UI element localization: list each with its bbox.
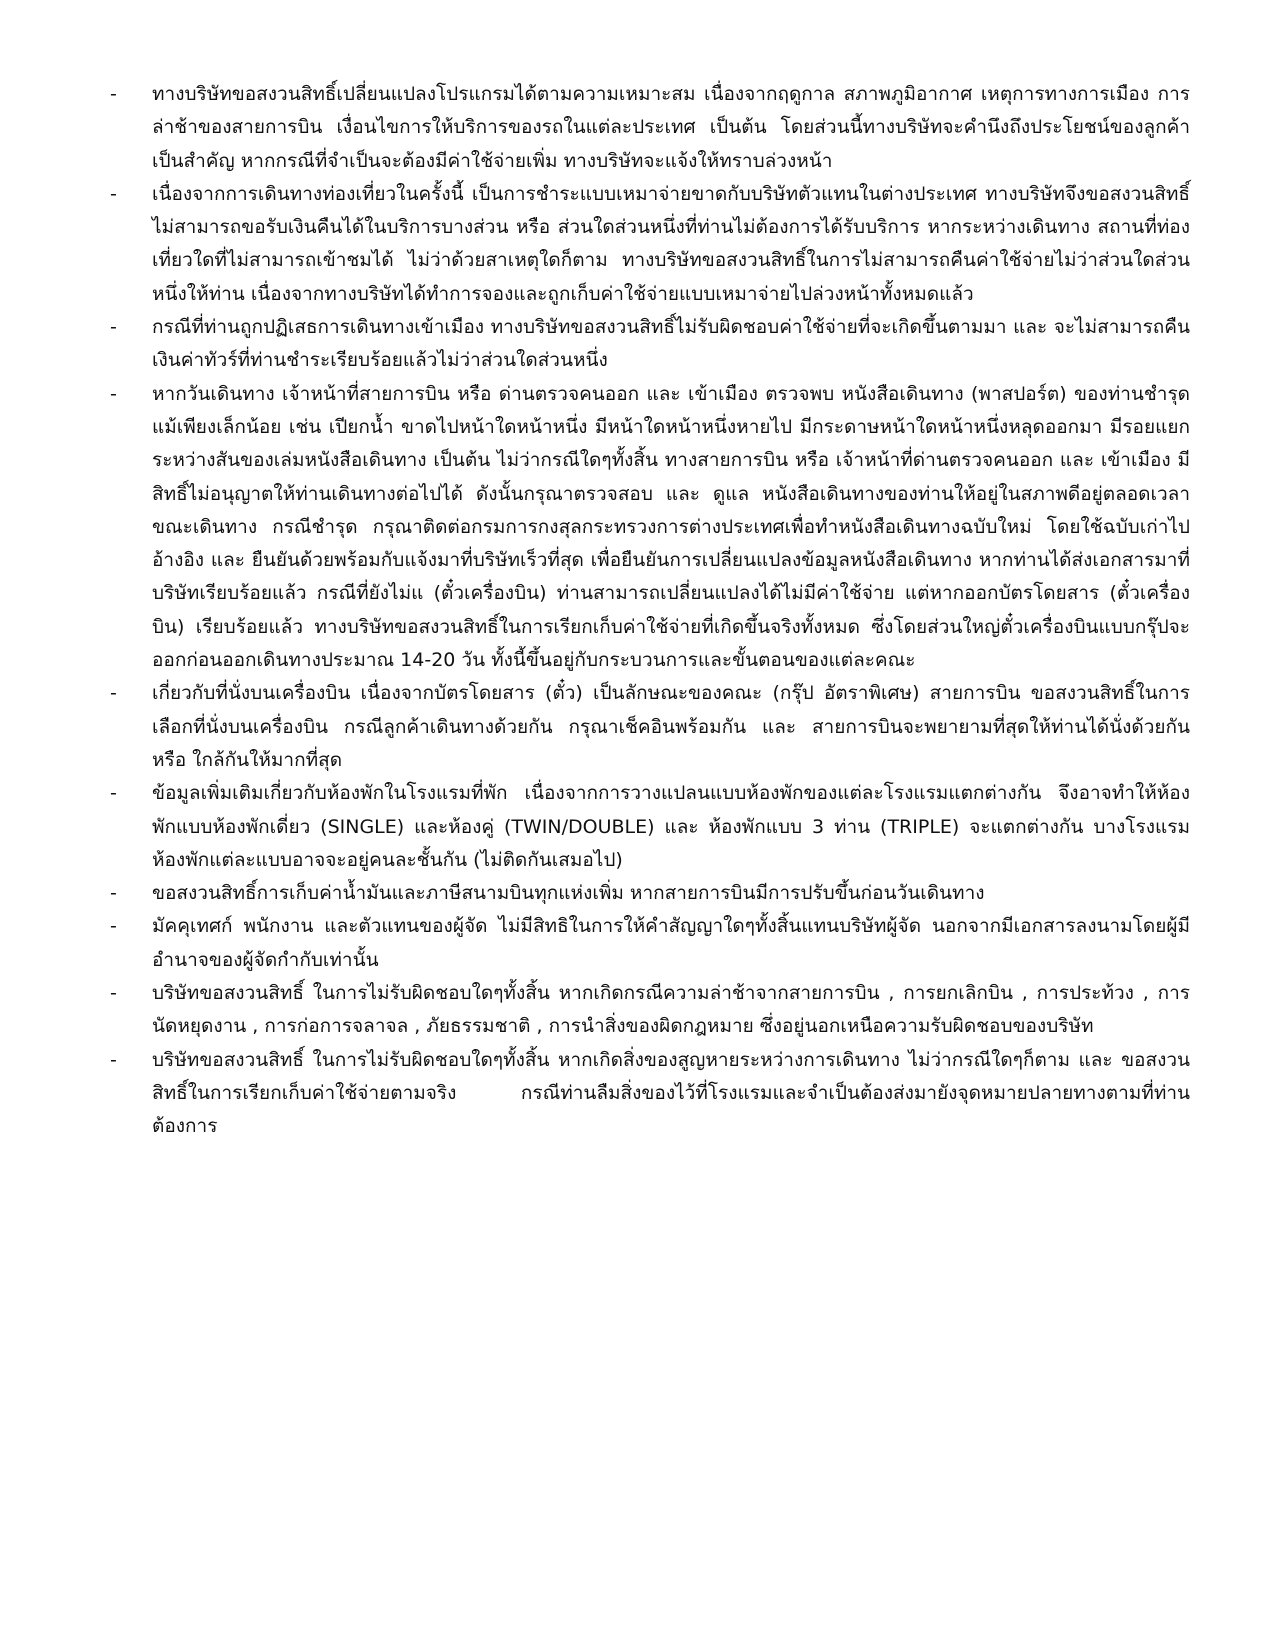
bullet-dash: - (110, 316, 117, 339)
bullet-dash: - (110, 915, 117, 938)
list-item (110, 910, 1190, 977)
item-text: บริษัทขอสงวนสิทธิ์ ในการไม่รับผิดชอบใดๆทั้งสิ้น หากเกิดกรณีความล่าช้าจากสายการบิน , การยกเลิกบิน , การประท้วง , การนัดหยุดงาน , การก่อการจลาจล , ภัยธรรมชาติ , การนำสิ่งของผิดกฎหมาย ซึ่งอยู่นอกเหนือความรับผิดชอบของบริษัท (152, 982, 1190, 1038)
bullet-dash: - (110, 83, 117, 105)
bullet-dash: - (110, 182, 117, 205)
item-text: บริษัทขอสงวนสิทธิ์ ในการไม่รับผิดชอบใดๆทั้งสิ้น หากเกิดสิ่งของสูญหายระหว่างการเดินทาง ไม่ว่ากรณีใดๆก็ตาม และ ขอสงวนสิทธิ์ในการเรียกเก็บค่าใช้จ่ายตามจริง กรณีท่านลืมสิ่งของไว้ที่โรงแรมและจำเป็นต้องส่งมายังจุดหมายปลายทางตามที่ท่านต้องการ (152, 1048, 1190, 1138)
list-item (110, 378, 1190, 678)
list-item (110, 977, 1190, 1044)
bullet-dash: - (110, 882, 117, 905)
list-item (110, 877, 1190, 910)
bullet-dash: - (110, 682, 117, 705)
list-item (110, 311, 1190, 378)
bullet-dash: - (110, 782, 117, 805)
bullet-dash: - (110, 382, 117, 405)
list-item (110, 78, 1190, 178)
list-item (110, 777, 1190, 877)
item-text: ข้อมูลเพิ่มเติมเกี่ยวกับห้องพักในโรงแรมที่พัก เนื่องจากการวางแปลนแบบห้องพักของแต่ละโรงแรมแตกต่างกัน จึงอาจทำให้ห้องพักแบบห้องพักเดี่ยว (SINGLE) และห้องคู่ (TWIN/DOUBLE) และ ห้องพักแบบ 3 ท่าน (TRIPLE) จะแตกต่างกัน บางโรงแรม ห้องพักแต่ละแบบอาจจะอยู่คนละชั้นกัน (ไม่ติดกันเสมอไป) (152, 782, 1190, 871)
bullet-dash: - (110, 1048, 117, 1071)
item-text: กรณีที่ท่านถูกปฏิเสธการเดินทางเข้าเมือง ทางบริษัทขอสงวนสิทธิ์ไม่รับผิดชอบค่าใช้จ่ายที่จะเกิดขึ้นตามมา และ จะไม่สามารถคืนเงินค่าทัวร์ที่ท่านชำระเรียบร้อยแล้วไม่ว่าส่วนใดส่วนหนึ่ง (152, 316, 1190, 372)
item-text: หากวันเดินทาง เจ้าหน้าที่สายการบิน หรือ ด่านตรวจคนออก และ เข้าเมือง ตรวจพบ หนังสือเดินทาง (พาสปอร์ต) ของท่านชำรุดแม้เพียงเล็กน้อย เช่น เปียกน้ำ ขาดไปหน้าใดหน้าหนึ่ง มีหน้าใดหน้าหนึ่งหายไป มีกระดาษหน้าใดหน้าหนึ่งหลุดออกมา มีรอยแยกระหว่างสันของเล่มหนังสือเดินทาง เป็นต้น ไม่ว่ากรณีใดๆทั้งสิ้น ทางสายการบิน หรือ เจ้าหน้าที่ด่านตรวจคนออก และ เข้าเมือง มีสิทธิ์ไม่อนุญาตให้ท่านเดินทางต่อไปได้ ดังนั้นกรุณาตรวจสอบ และ ดูแล หนังสือเดินทางของท่านให้อยู่ในสภาพดีอยู่ตลอดเวลา ขณะเดินทาง กรณีชำรุด กรุณาติดต่อกรมการกงสุลกระทรวงการต่างประเทศเพื่อทำหนังสือเดินทางฉบับใหม่ โดยใช้ฉบับเก่าไปอ้างอิง และ ยืนยันด้วยพร้อมกับแจ้งมาที่บริษัทเร็วที่สุด เพื่อยืนยันการเปลี่ยนแปลงข้อมูลหนังสือเดินทาง หากท่านได้ส่งเอกสารมาที่บริษัทเรียบร้อยแล้ว กรณีที่ยังไม่แ (ตั๋วเครื่องบิน) ท่านสามารถเปลี่ยนแปลงได้ไม่มีค่าใช้จ่าย แต่หากออกบัตรโดยสาร (ตั๋วเครื่องบิน) เรียบร้อยแล้ว ทางบริษัทขอสงวนสิทธิ์ในการเรียกเก็บค่าใช้จ่ายที่เกิดขึ้นจริงทั้งหมด ซึ่งโดยส่วนใหญ่ตั๋วเครื่องบินแบบกรุ๊ปจะออกก่อนออกเดินทางประมาณ 14-20 วัน ทั้งนี้ขึ้นอยู่กับกระบวนการและขั้นตอนของแต่ละคณะ (152, 382, 1190, 672)
item-text: ขอสงวนสิทธิ์การเก็บค่าน้ำมันและภาษีสนามบินทุกแห่งเพิ่ม หากสายการบินมีการปรับขึ้นก่อนวันเดินทาง (152, 882, 985, 905)
list-item (110, 1044, 1190, 1144)
item-text: เนื่องจากการเดินทางท่องเที่ยวในครั้งนี้ เป็นการชำระแบบเหมาจ่ายขาดกับบริษัทตัวแทนในต่างประเทศ ทางบริษัทจึงขอสงวนสิทธิ์ ไม่สามารถขอรับเงินคืนได้ในบริการบางส่วน หรือ ส่วนใดส่วนหนึ่งที่ท่านไม่ต้องการได้รับบริการ หากระหว่างเดินทาง สถานที่ท่องเที่ยวใดที่ไม่สามารถเข้าชมได้ ไม่ว่าด้วยสาเหตุใดก็ตาม ทางบริษัทขอสงวนสิทธิ์ในการไม่สามารถคืนค่าใช้จ่ายไม่ว่าส่วนใดส่วนหนึ่งให้ท่าน เนื่องจากทางบริษัทได้ทำการจองและถูกเก็บค่าใช้จ่ายแบบเหมาจ่ายไปล่วงหน้าทั้งหมดแล้ว (152, 182, 1190, 305)
bullet-dash: - (110, 982, 117, 1005)
item-text: ทางบริษัทขอสงวนสิทธิ์เปลี่ยนแปลงโปรแกรมได้ตามความเหมาะสม เนื่องจากฤดูกาล สภาพภูมิอากาศ เหตุการทางการเมือง การล่าช้าของสายการบิน เงื่อนไขการให้บริการของรถในแต่ละประเทศ เป็นต้น โดยส่วนนี้ทางบริษัทจะคำนึงถึงประโยชน์ของลูกค้าเป็นสำคัญ หากกรณีที่จำเป็นจะต้องมีค่าใช้จ่ายเพิ่ม ทางบริษัทจะแจ้งให้ทราบล่วงหน้า (152, 83, 1190, 172)
terms-list (110, 78, 1190, 1144)
list-item (110, 178, 1190, 311)
item-text: มัคคุเทศก์ พนักงาน และตัวแทนของผู้จัด ไม่มีสิทธิในการให้คำสัญญาใดๆทั้งสิ้นแทนบริษัทผู้จัด นอกจากมีเอกสารลงนามโดยผู้มีอำนาจของผู้จัดกำกับเท่านั้น (152, 915, 1190, 971)
item-text: เกี่ยวกับที่นั่งบนเครื่องบิน เนื่องจากบัตรโดยสาร (ตั๋ว) เป็นลักษณะของคณะ (กรุ๊ป อัตราพิเศษ) สายการบิน ขอสงวนสิทธิ์ในการเลือกที่นั่งบนเครื่องบิน กรณีลูกค้าเดินทางด้วยกัน กรุณาเช็คอินพร้อมกัน และ สายการบินจะพยายามที่สุดให้ท่านได้นั่งด้วยกัน หรือ ใกล้กันให้มากที่สุด (152, 682, 1190, 771)
list-item (110, 677, 1190, 777)
